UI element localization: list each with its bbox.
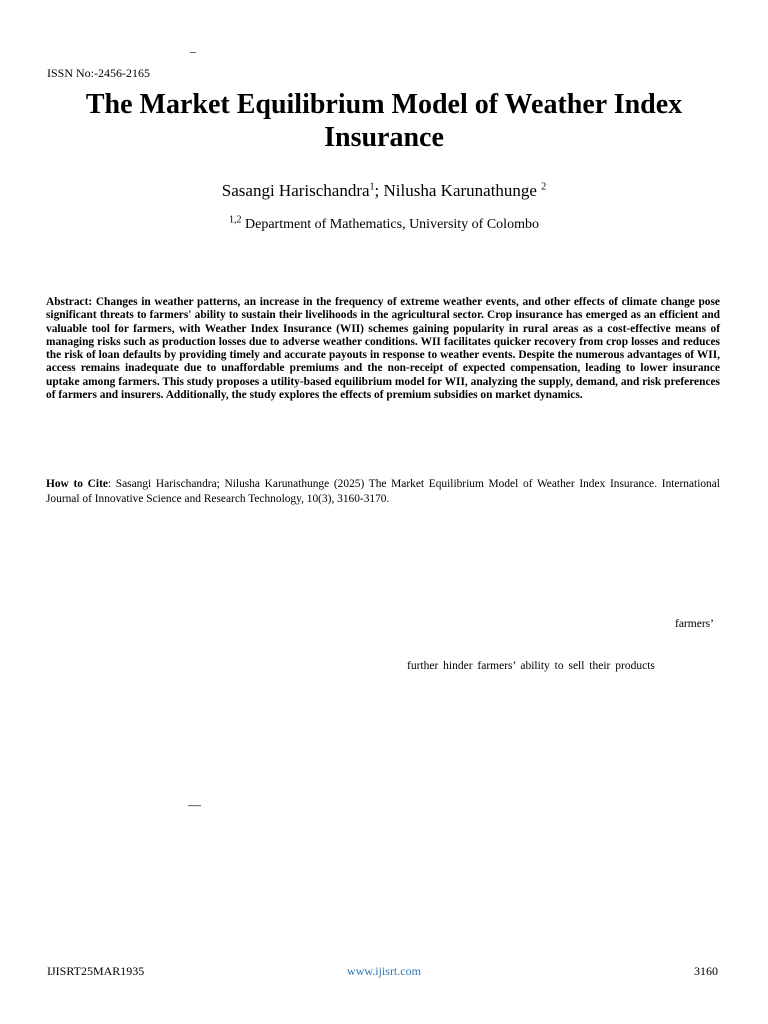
- citation-text: : Sasangi Harischandra; Nilusha Karunathunge (2025) The Market Equilibrium Model of Weather Index Insurance. International Journal of Innovative Science and Research Technology, 10(3), 3160-3170.: [46, 478, 720, 505]
- abstract-label: Abstract:: [46, 296, 93, 308]
- top-dash: –: [190, 44, 196, 58]
- author-2-sup: 2: [541, 181, 547, 193]
- text-fragment-farmers: farmers’: [675, 618, 714, 630]
- citation-label: How to Cite: [46, 478, 108, 490]
- text-fragment-hinder: further hinder farmers’ ability to sell their products: [407, 660, 655, 672]
- author-line: [40, 181, 728, 201]
- footer-article-id: IJISRT25MAR1935: [47, 964, 145, 978]
- citation: [46, 477, 720, 507]
- author-2: Nilusha Karunathunge: [383, 181, 542, 200]
- affiliation-sup: 1,2: [229, 214, 242, 226]
- author-separator: ;: [374, 181, 384, 200]
- abstract: [46, 296, 720, 402]
- paper-title: The Market Equilibrium Model of Weather Index Insurance: [85, 89, 683, 153]
- footer-website-link[interactable]: www.ijisrt.com: [347, 964, 421, 978]
- issn-number: ISSN No:-2456-2165: [47, 66, 151, 80]
- affiliation-text: Department of Mathematics, University of Colombo: [241, 217, 539, 232]
- mid-dash: —: [188, 797, 201, 812]
- affiliation: [40, 214, 728, 233]
- footer-page-number: 3160: [694, 964, 718, 978]
- author-1: Sasangi Harischandra: [221, 181, 370, 200]
- abstract-text: Changes in weather patterns, an increase in the frequency of extreme weather events, and other effects of climate change pose significant threats to farmers' ability to sustain their livelihoods in the agricultural sector. Crop insurance has emerged as an efficient and valuable tool for farmers, with Weather Index Insurance (WII) schemes gaining popularity in rural areas as a cost-effective means of managing risks such as production losses due to adverse weather conditions. WII facilitates quicker recovery from crop losses and reduces the risk of loan defaults by providing timely and accurate payouts in response to weather events. Despite the numerous advantages of WII, access remains inadequate due to unaffordable premiums and the non-receipt of expected compensation, leading to lower insurance uptake among farmers. This study proposes a utility-based equilibrium model for WII, analyzing the supply, demand, and risk preferences of farmers and insurers. Additionally, the study explores the effects of premium subsidies on market dynamics.: [46, 296, 720, 402]
- author-1-sup: 1: [369, 181, 375, 193]
